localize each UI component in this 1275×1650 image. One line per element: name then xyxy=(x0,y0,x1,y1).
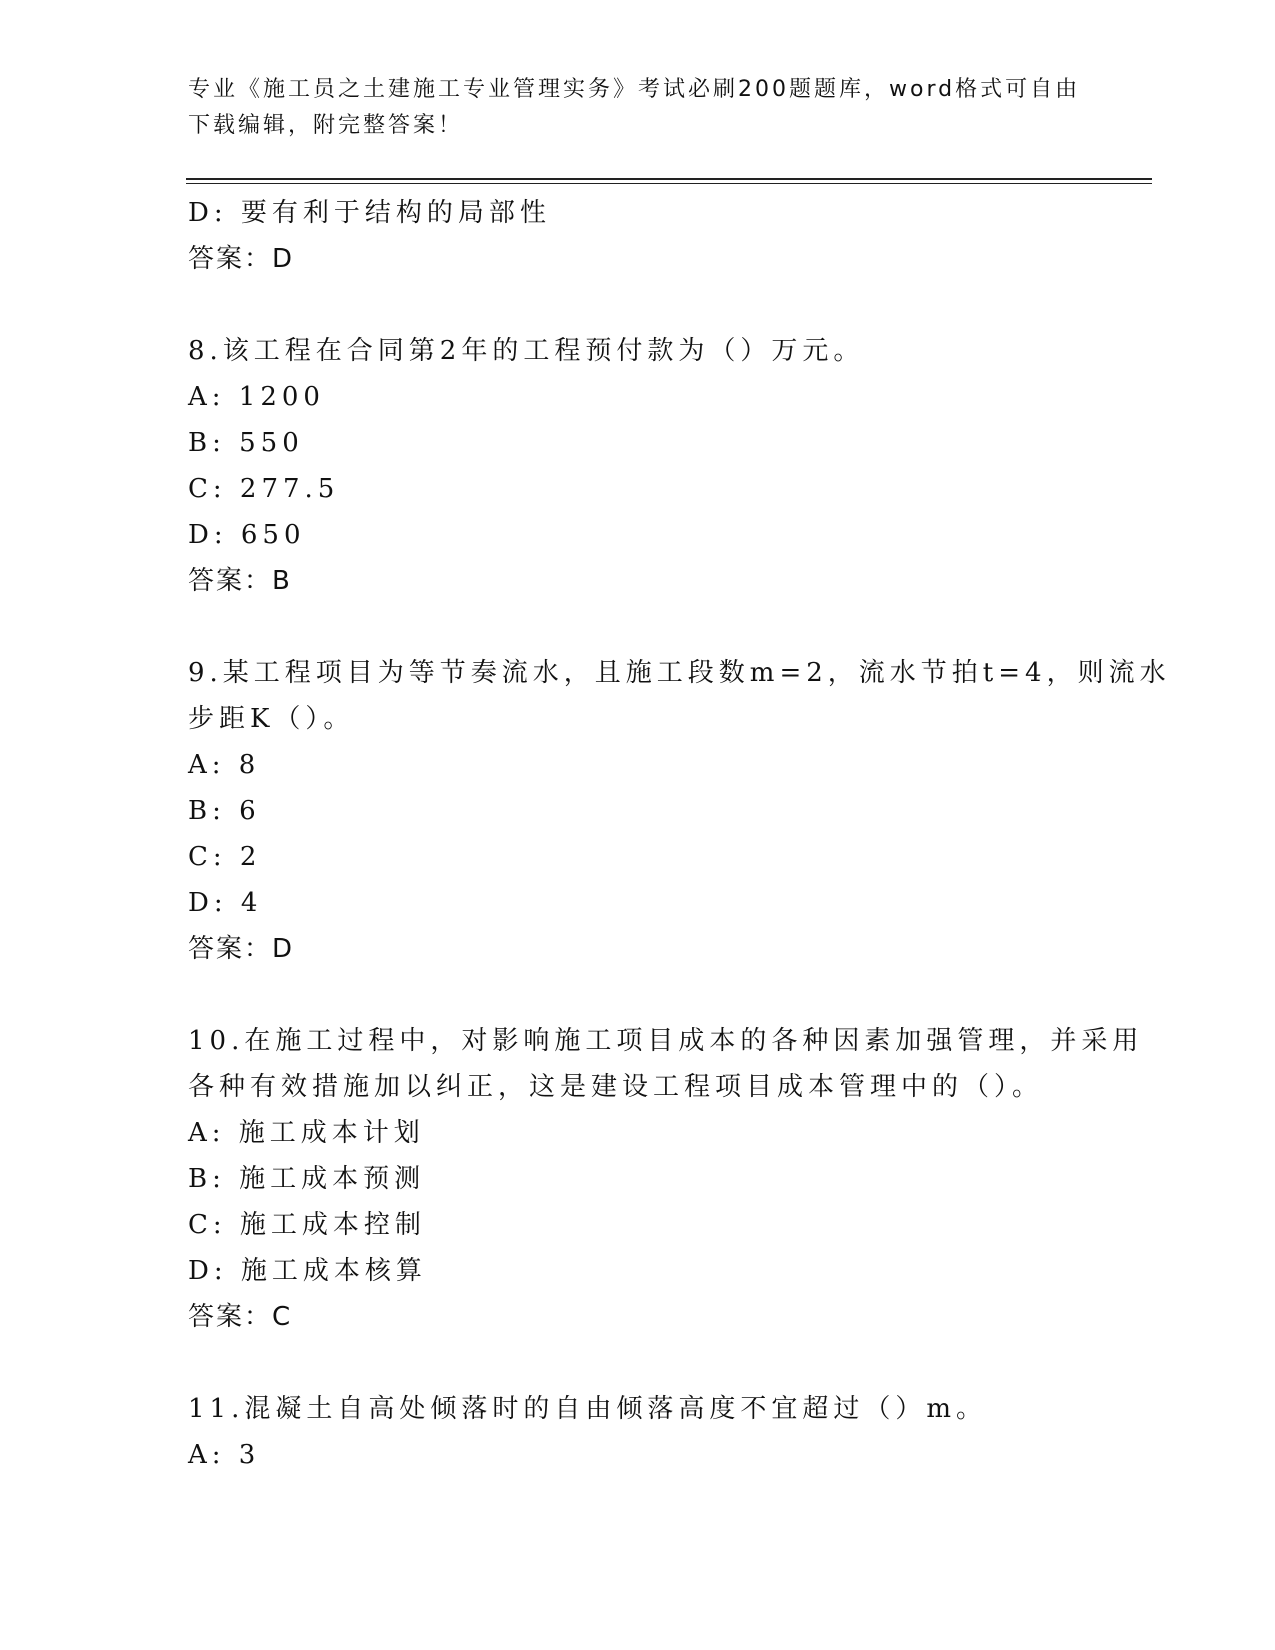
option-line: D: 施工成本核算 xyxy=(188,1256,427,1286)
option-line: A: 施工成本计划 xyxy=(188,1118,425,1148)
question-block xyxy=(188,650,1171,972)
document-header xyxy=(188,72,1088,144)
spacer xyxy=(188,972,1088,1018)
option-line: D: 要有利于结构的局部性 xyxy=(188,198,551,228)
question-block xyxy=(188,328,1088,604)
option-line: C: 277.5 xyxy=(188,474,340,504)
option-line: A: 8 xyxy=(188,750,261,780)
option-line: D: 4 xyxy=(188,888,263,918)
answer-line: 答案：B xyxy=(188,566,292,596)
question-text: 各种有效措施加以纠正，这是建设工程项目成本管理中的（）。 xyxy=(188,1072,1044,1102)
option-line: B: 施工成本预测 xyxy=(188,1164,426,1194)
question-block xyxy=(188,1386,1088,1478)
spacer xyxy=(188,282,1088,328)
option-line: B: 6 xyxy=(188,796,261,826)
question-block xyxy=(188,1018,1144,1340)
question-text: 10.在施工过程中，对影响施工项目成本的各种因素加强管理，并采用 xyxy=(188,1026,1144,1056)
option-line: D: 650 xyxy=(188,520,306,550)
spacer xyxy=(188,1340,1088,1386)
question-text: 11.混凝土自高处倾落时的自由倾落高度不宜超过（）m。 xyxy=(188,1394,988,1424)
option-line: C: 2 xyxy=(188,842,262,872)
question-text: 8.该工程在合同第2年的工程预付款为（）万元。 xyxy=(188,336,865,366)
question-text: 9.某工程项目为等节奏流水，且施工段数m=2，流水节拍t=4，则流水 xyxy=(188,658,1171,688)
option-line: A: 3 xyxy=(188,1440,261,1470)
header-rule-thick xyxy=(186,178,1152,180)
question-text: 步距K（）。 xyxy=(188,704,355,734)
option-line: B: 550 xyxy=(188,428,304,458)
header-title-line1: 专业《施工员之土建施工专业管理实务》考试必刷200题题库，word格式可自由 xyxy=(188,77,1081,102)
spacer xyxy=(188,604,1088,650)
answer-line: 答案：D xyxy=(188,934,295,964)
answer-line: 答案：C xyxy=(188,1302,293,1332)
question-list xyxy=(188,190,1171,1478)
option-line: A: 1200 xyxy=(188,382,325,412)
header-title-line2: 下载编辑，附完整答案！ xyxy=(188,113,464,138)
answer-line: 答案：D xyxy=(188,244,295,274)
option-line: C: 施工成本控制 xyxy=(188,1210,426,1240)
header-rule-thin xyxy=(186,183,1152,184)
